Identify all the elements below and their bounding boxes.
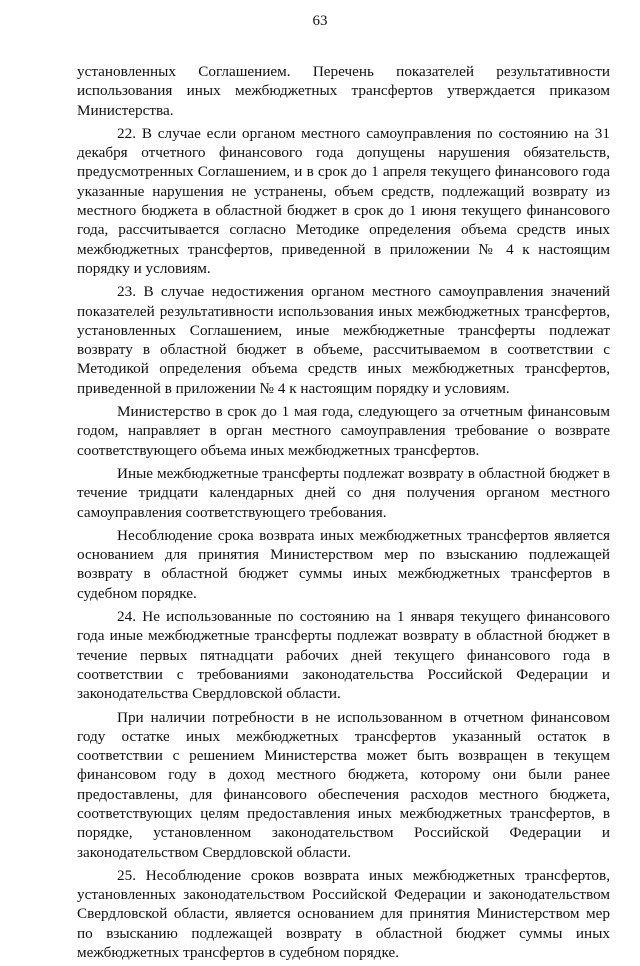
paragraph-ministry-deadline: Министерство в срок до 1 мая года, следующего за отчетным финансовым годом, направляет в орган местного самоуправления требование о возврате соответствующего объема иных межбюджетных трансфертов.	[77, 403, 610, 459]
paragraph-clause-24: 24. Не использованные по состоянию на 1 января текущего финансового года иные межбюджетные трансферты подлежат возврату в областной бюджет в течение первых пятнадцати рабочих дней текущего финансового года в соответствии с требованиями законодательства Российской Федерации и законодательства Свердловской области.	[77, 608, 610, 703]
paragraph-continuation: установленных Соглашением. Перечень показателей результативности использования иных межбюджетных трансфертов утверждается приказом Министерства.	[77, 63, 610, 119]
paragraph-clause-25: 25. Несоблюдение сроков возврата иных межбюджетных трансфертов, установленных законодательством Российской Федерации и законодательством Свердловской области, является основанием для принятия Министерством мер по взысканию подлежащей возврату в областной бюджет суммы иных межбюджетных трансфертов в судебном порядке.	[77, 866, 610, 962]
paragraph-unused-balance: При наличии потребности в не использованном в отчетном финансовом году остатке иных межбюджетных трансфертов указанный остаток в соответствии с решением Министерства может быть возвращен в текущем финансовом году в доход местного бюджета, которому они были ранее предоставлены, для финансового обеспечения расходов местного бюджета, соответствующих целям предоставления иных межбюджетных трансфертов, в порядке, установленном законодательством Российской Федерации и законодательством Свердловской области.	[77, 708, 610, 861]
paragraph-non-compliance: Несоблюдение срока возврата иных межбюджетных трансфертов является основанием для принятия Министерством мер по взысканию подлежащей возврату в областной бюджет суммы иных межбюджетных трансфертов в судебном порядке.	[77, 526, 610, 602]
paragraph-clause-23: 23. В случае недостижения органом местного самоуправления значений показателей результативности использования иных межбюджетных трансфертов, установленных Соглашением, иные межбюджетные трансферты подлежат возврату в областной бюджет в объеме, рассчитываемом в соответствии с Методикой определения объема средств иных межбюджетных трансфертов, приведенной в приложении № 4 к настоящим порядку и условиям.	[77, 283, 610, 397]
paragraph-return-period: Иные межбюджетные трансферты подлежат возврату в областной бюджет в течение тридцати календарных дней со дня получения органом местного самоуправления соответствующего требования.	[77, 464, 610, 521]
paragraph-clause-22: 22. В случае если органом местного самоуправления по состоянию на 31 декабря отчетного финансового года допущены нарушения обязательств, предусмотренных Соглашением, и в срок до 1 апреля текущего финансового года указанные нарушения не устранены, объем средств, подлежащий возврату из местного бюджета в областной бюджет в срок до 1 июня текущего финансового года, рассчитывается согласно Методике определения объема средств иных межбюджетных трансфертов, приведенной в приложении № 4 к настоящим порядку и условиям.	[77, 124, 610, 277]
document-body	[77, 62, 610, 966]
page-number: 63	[312, 13, 328, 29]
